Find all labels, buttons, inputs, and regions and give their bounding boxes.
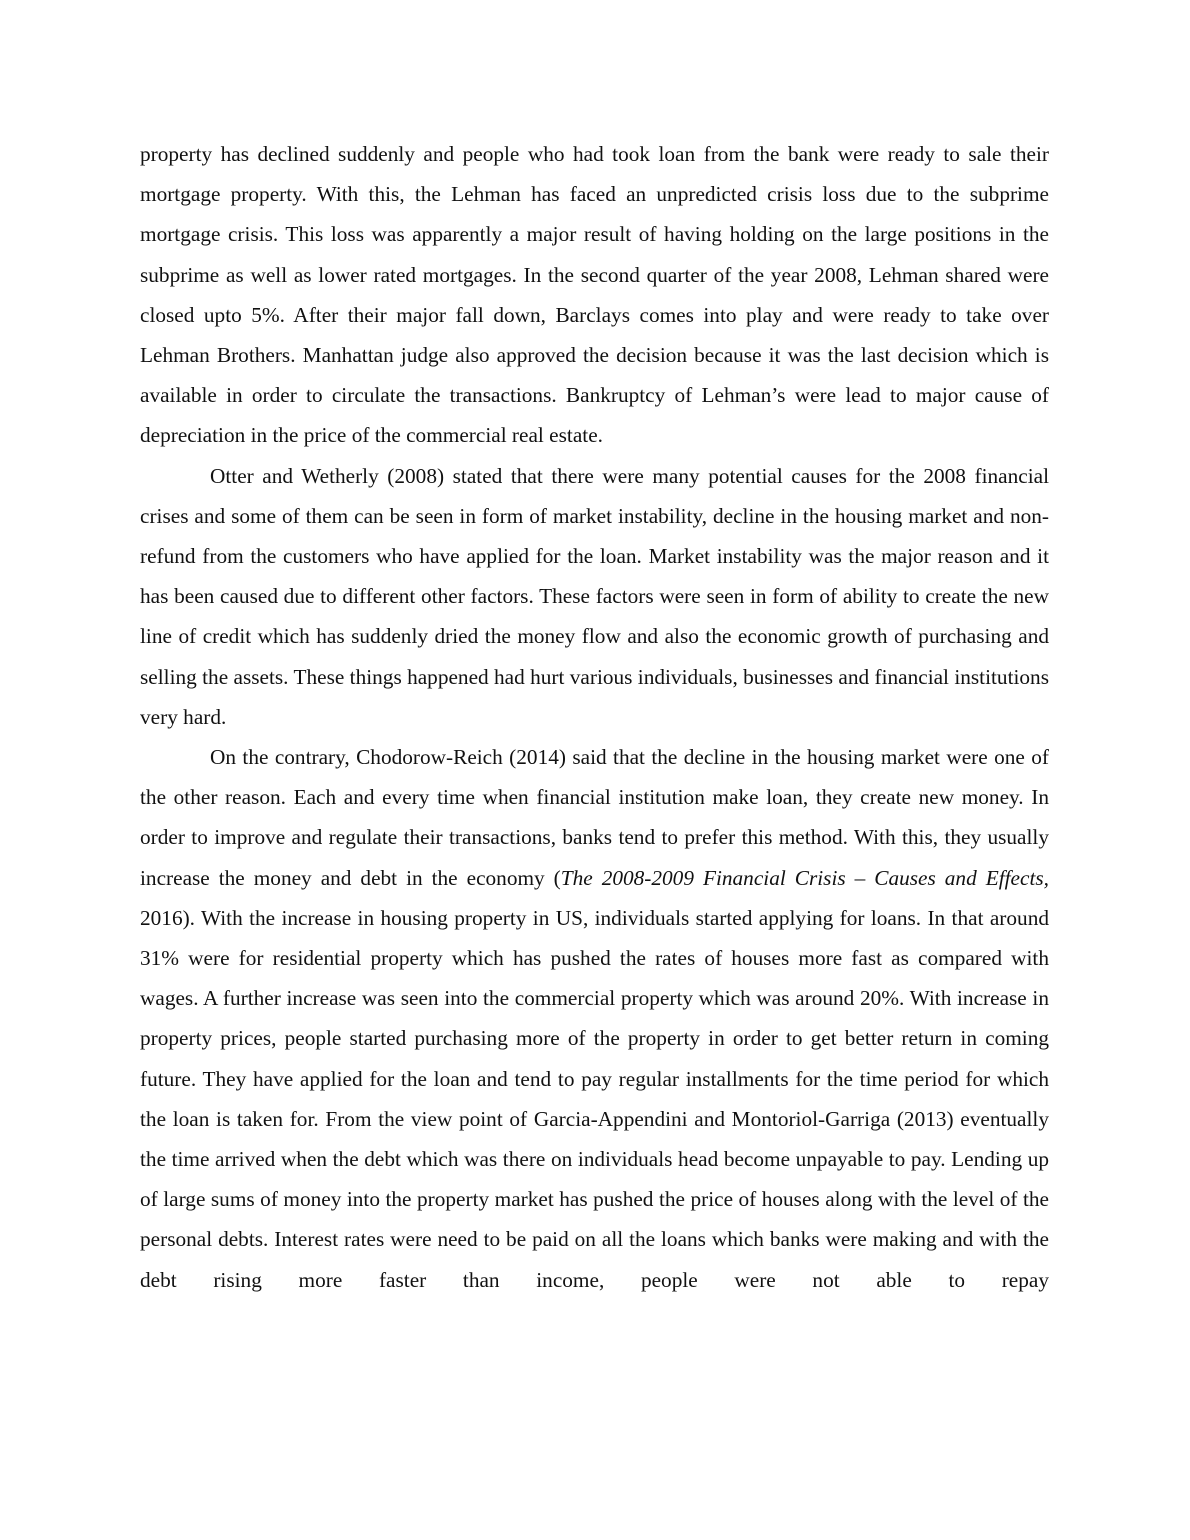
paragraph-text-part-2: 2016). With the increase in housing property in US, individuals started applying for loans. In that around 31% were for residential property which has pushed the rates of houses more fast as compared with wages. A further increase was seen into the commercial property which was around 20%. With increase in property prices, people started purchasing more of the property in order to get better return in coming future. They have applied for the loan and tend to pay regular installments for the time period for which the loan is taken for. From the view point of Garcia-Appendini and Montoriol-Garriga (2013) eventually the time arrived when the debt which was there on individuals head become unpayable to pay. Lending up of large sums of money into the property market has pushed the price of houses along with the level of the personal debts. Interest rates were need to be paid on all the loans which banks were making and with the debt rising more faster than income, people were not able to repay — [140, 905, 1049, 1292]
citation-title: The 2008-2009 Financial Crisis – Causes and Effects, — [560, 865, 1049, 890]
paragraph-otter-wetherly: Otter and Wetherly (2008) stated that there were many potential causes for the 2008 financial crises and some of them can be seen in form of market instability, decline in the housing market and non- refund from the customers who have applied for the loan. Market instability was the major reason and it has been caused due to different other factors. These factors were seen in form of ability to create the new line of credit which has suddenly dried the money flow and also the economic growth of purchasing and selling the assets. These things happened had hurt various individuals, businesses and financial institutions very hard. — [140, 463, 1049, 729]
document-page — [140, 134, 1049, 1300]
paragraph-lehman-crisis: property has declined suddenly and people who had took loan from the bank were ready to sale their mortgage property. With this, the Lehman has faced an unpredicted crisis loss due to the subprime mortgage crisis. This loss was apparently a major result of having holding on the large positions in the subprime as well as lower rated mortgages. In the second quarter of the year 2008, Lehman shared were closed upto 5%. After their major fall down, Barclays comes into play and were ready to take over Lehman Brothers. Manhattan judge also approved the decision because it was the last decision which is available in order to circulate the transactions. Bankruptcy of Lehman’s were lead to major cause of depreciation in the price of the commercial real estate. — [140, 142, 1049, 448]
paragraph-text-part-1: On the contrary, Chodorow-Reich (2014) said that the decline in the housing market were one of the other reason. Each and every time when financial institution make loan, they create new money. In order to improve and regulate their transactions, banks tend to prefer this method. With this, they usually increase the money and debt in the economy ( — [140, 745, 1049, 890]
paragraph-chodorow-reich — [140, 737, 1049, 1300]
